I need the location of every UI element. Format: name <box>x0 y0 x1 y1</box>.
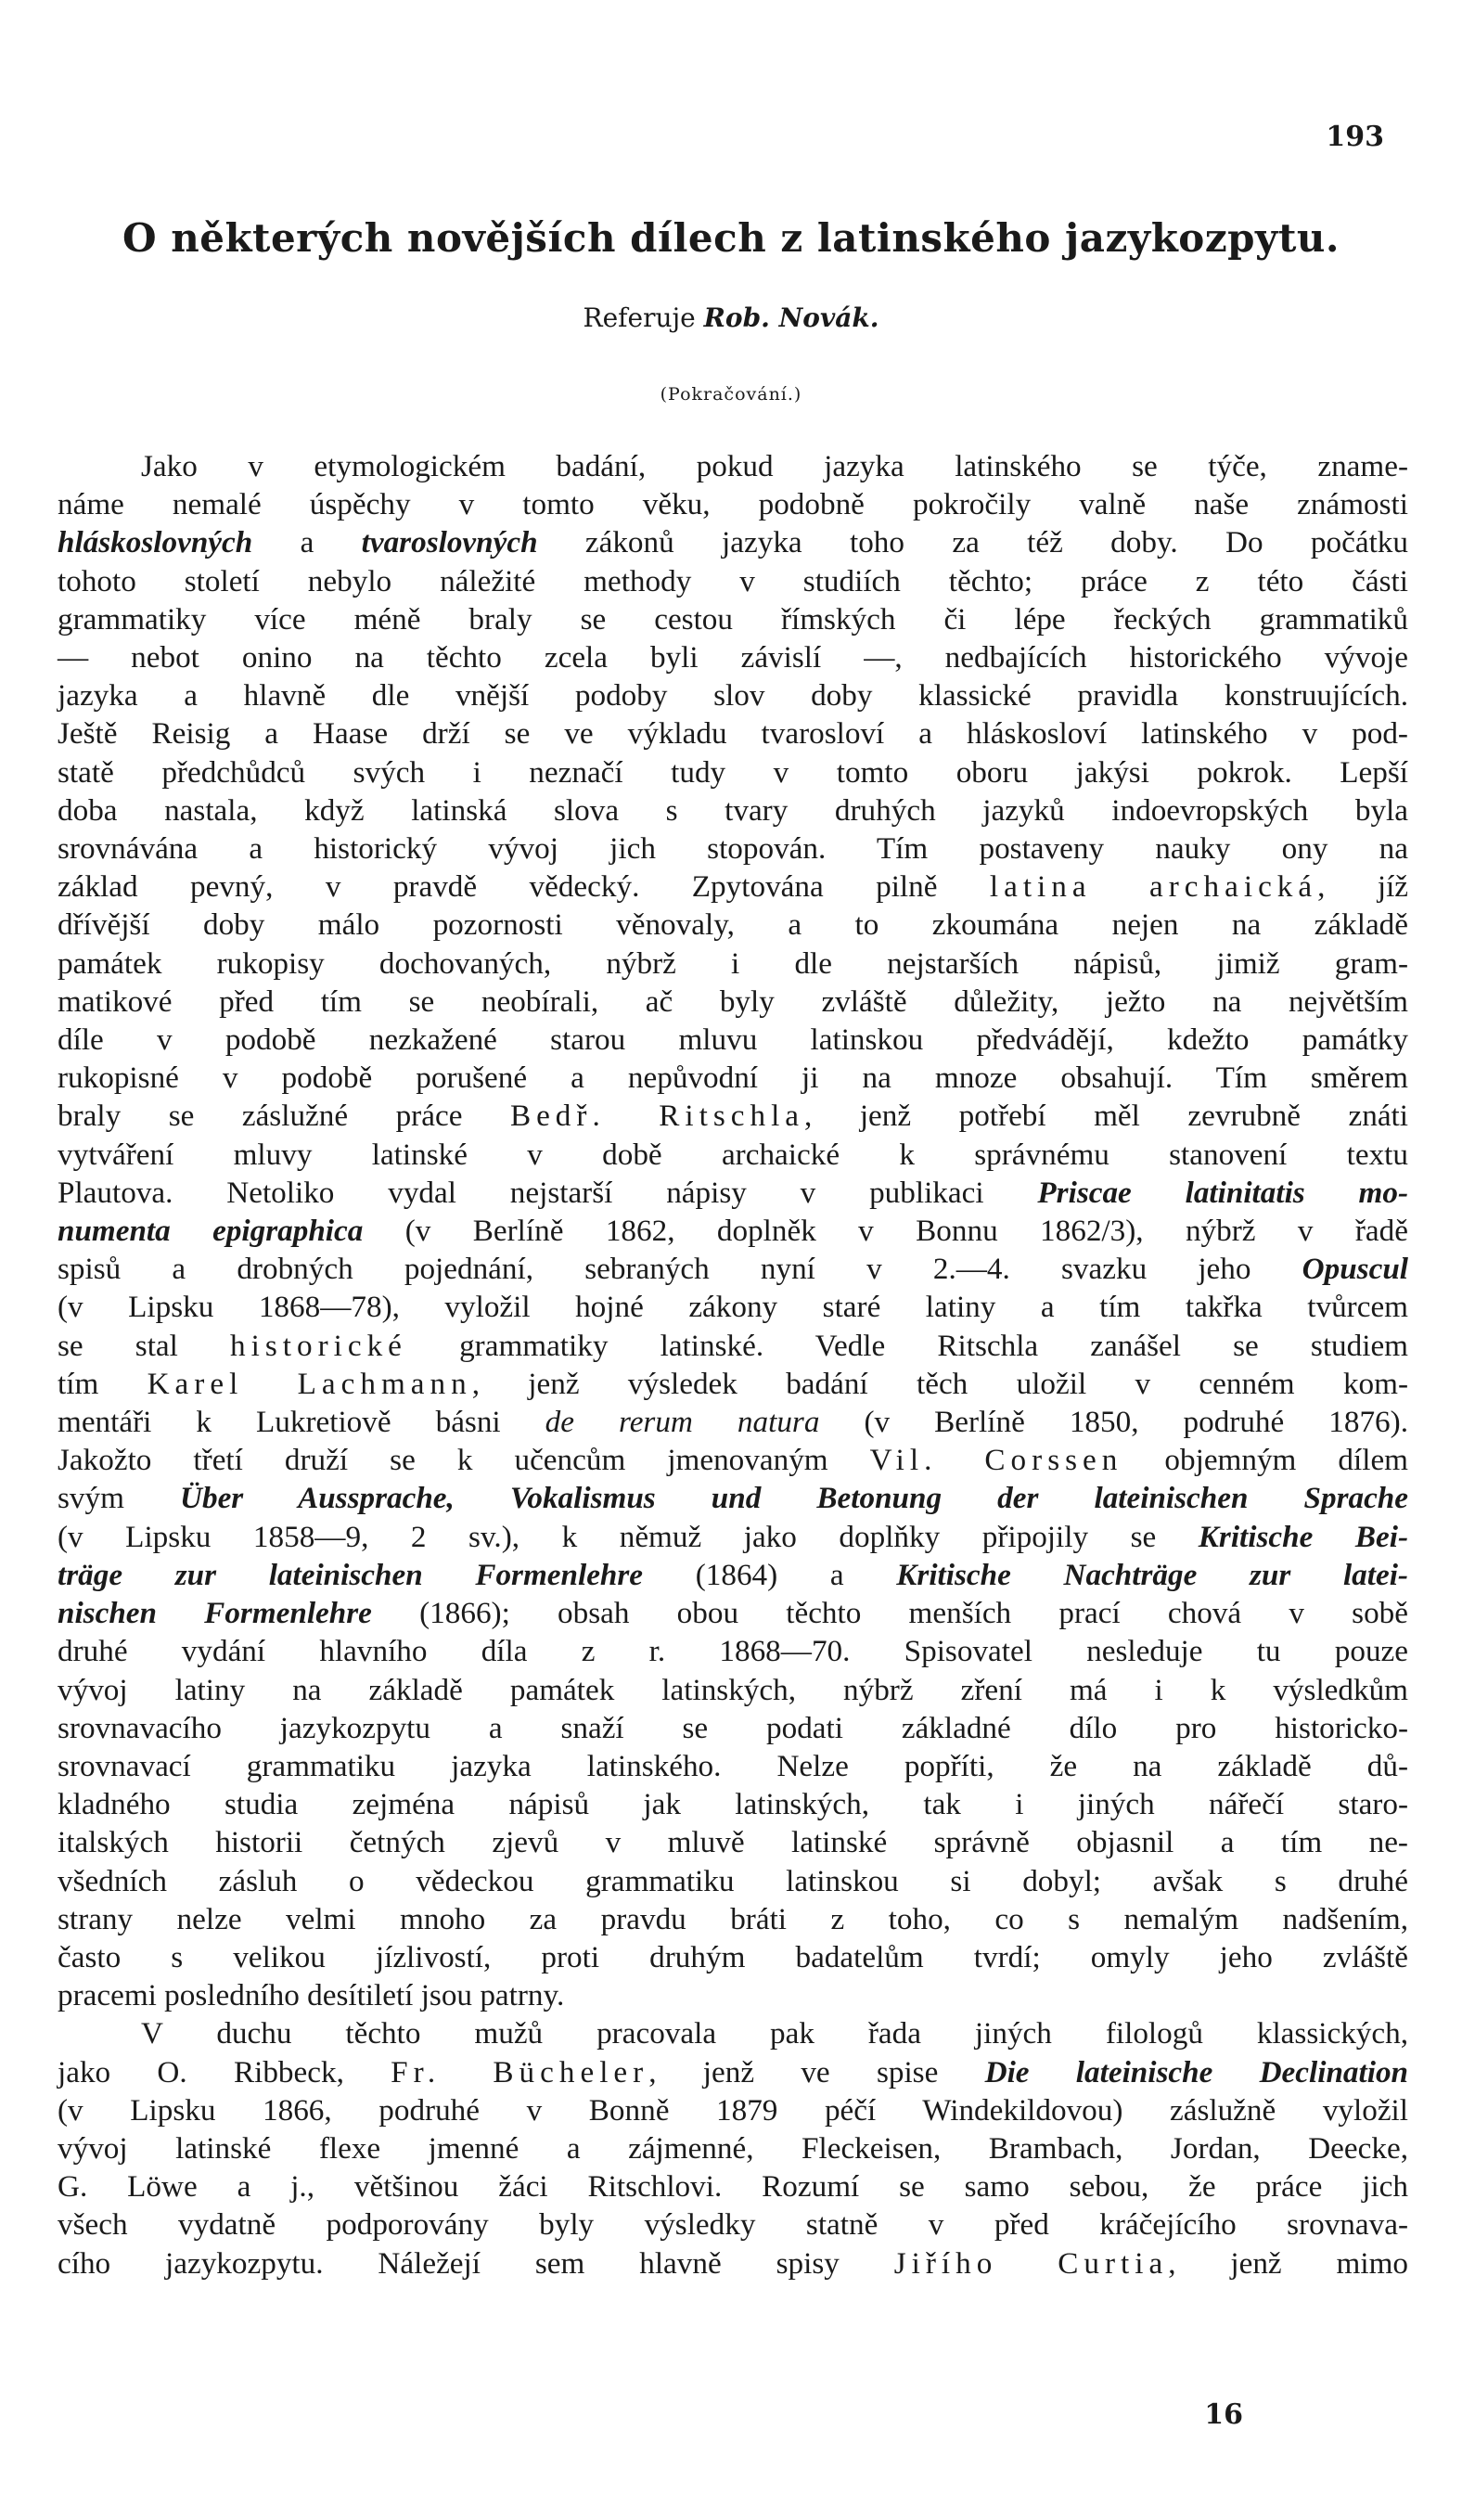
text-run: mentáři k Lukretiově básni <box>58 1405 545 1440</box>
emphasis-run: Opuscul <box>1302 1252 1408 1287</box>
emphasis-run: träge zur lateinischen Formenlehre <box>58 1557 644 1592</box>
text-run: G. Löwe a j., většinou žáci Ritschlovi. Rozumí se samo sebou, že práce jich <box>58 2169 1408 2205</box>
text-run: Plautova. Netoliko vydal nejstarší nápisy v publikaci <box>58 1175 1038 1210</box>
text-run: (v Lipsku 1858—9, 2 sv.), k němuž jako doplňky připojily se <box>58 1519 1199 1554</box>
emphasis-run: Jiřího Curtia <box>893 2245 1169 2281</box>
text-run: dřívější doby málo pozornosti věnovaly, a to zkoumána nejen na základě <box>58 907 1408 943</box>
text-line <box>58 1212 1408 1250</box>
text-line <box>58 906 1408 944</box>
text-line <box>58 1441 1408 1479</box>
text-run: braly se záslužné práce <box>58 1099 510 1134</box>
text-run: , jíž <box>1317 869 1409 905</box>
text-run: Jakožto třetí druží se k učencům jmenovaným <box>58 1443 870 1478</box>
text-line <box>58 600 1408 638</box>
text-run: všech vydatně podporovány byly výsledky statně v před kráčejícího srovnava- <box>58 2207 1408 2243</box>
text-run: tím <box>58 1366 147 1401</box>
text-line <box>58 1556 1408 1594</box>
text-line <box>58 1785 1408 1823</box>
byline-author: Rob. Novák. <box>703 302 879 333</box>
text-line <box>58 1709 1408 1747</box>
text-line <box>58 1097 1408 1135</box>
text-line <box>58 2205 1408 2244</box>
text-line <box>58 1938 1408 1976</box>
text-run: druhé vydání hlavního díla z r. 1868—70. Spisovatel nesleduje tu pouze <box>58 1634 1408 1669</box>
text-line <box>58 2014 1408 2052</box>
text-run: Jako v etymologickém badání, pokud jazyka latinského se týče, zname- <box>141 449 1408 483</box>
text-run: pracemi posledního desítiletí jsou patrny. <box>58 1978 565 2013</box>
text-run: cího jazykozpytu. Náležejí sem hlavně spisy <box>58 2245 894 2281</box>
text-line <box>58 1823 1408 1861</box>
text-line <box>58 791 1408 829</box>
text-run: (v Berlíně 1862, doplněk v Bonnu 1862/3), nýbrž v řadě <box>363 1214 1408 1249</box>
text-line <box>58 1021 1408 1059</box>
text-line <box>58 562 1408 600</box>
text-run: kladného studia zejména nápisů jak latinských, tak i jiných nářečí staro- <box>58 1787 1408 1822</box>
text-line <box>58 829 1408 868</box>
text-run: jako O. Ribbeck, <box>58 2054 391 2089</box>
text-line <box>58 1976 1408 2014</box>
text-run: (v Lipsku 1866, podruhé v Bonně 1879 péčí Windekildovou) záslužně vyložil <box>58 2092 1408 2128</box>
text-line <box>58 1594 1408 1632</box>
text-run: svým <box>58 1481 181 1516</box>
text-run: , jenž výsledek badání těch uložil v cenném kom- <box>471 1366 1408 1401</box>
emphasis-run: historické <box>230 1328 407 1363</box>
emphasis-run: Fr. Bücheler <box>391 2054 649 2089</box>
emphasis-run: Die lateinische Declination <box>984 2054 1408 2089</box>
emphasis-run: Kritische Nachträge zur latei- <box>896 1557 1408 1592</box>
text-run: objemným dílem <box>1122 1443 1408 1478</box>
text-run: srovnavací grammatiku jazyka latinského. Nelze popříti, že na základě dů- <box>58 1748 1408 1783</box>
emphasis-run: tvaroslovných <box>361 525 538 560</box>
emphasis-run: Bedř. Ritschla <box>509 1099 805 1134</box>
text-line <box>58 1059 1408 1097</box>
body-text <box>58 447 1408 2282</box>
emphasis-run: Karel Lachmann <box>147 1366 472 1401</box>
text-run: italských historii četných zjevů v mluvě latinské správně objasnil a tím ne- <box>58 1825 1408 1860</box>
text-run: srovnávána a historický vývoj jich stopován. Tím postaveny nauky ony na <box>58 831 1408 867</box>
text-line <box>58 1250 1408 1288</box>
emphasis-run: Priscae latinitatis mo- <box>1037 1175 1408 1210</box>
text-line <box>58 753 1408 791</box>
emphasis-run: Über Aussprache, Vokalismus und Betonung der lateinischen Sprache <box>180 1481 1408 1516</box>
text-line <box>58 1403 1408 1441</box>
text-line <box>58 1479 1408 1517</box>
text-line <box>58 638 1408 676</box>
text-run: Ještě Reisig a Haase drží se ve výkladu tvarosloví a hláskosloví latinského v pod- <box>58 716 1408 752</box>
emphasis-run: numenta epigraphica <box>58 1214 364 1249</box>
text-line <box>58 714 1408 752</box>
text-run: tohoto století nebylo náležité methody v studiích těchto; práce z této části <box>58 563 1408 598</box>
text-line <box>58 1288 1408 1326</box>
article-title: O některých novějších dílech z latinského jazykozpytu. <box>122 215 1340 261</box>
text-run: rukopisné v podobě porušené a nepůvodní ji na mnoze obsahují. Tím směrem <box>58 1061 1408 1096</box>
text-line <box>58 1900 1408 1938</box>
text-line <box>58 1671 1408 1709</box>
text-run: doba nastala, když latinská slova s tvary druhých jazyků indoevropských byla <box>58 792 1408 828</box>
text-run: zákonů jazyka toho za též doby. Do počátku <box>537 525 1408 560</box>
text-run: spisů a drobných pojednání, sebraných nyní v 2.—4. svazku jeho <box>58 1252 1302 1287</box>
text-run: , jenž mimo <box>1168 2245 1408 2281</box>
text-run: (v Berlíně 1850, podruhé 1876). <box>819 1405 1408 1440</box>
text-line <box>58 868 1408 906</box>
text-line <box>58 2053 1408 2091</box>
text-run: — nebot onino na těchto zcela byli závislí —, nedbajících historického vývoje <box>58 640 1408 675</box>
text-line <box>58 1862 1408 1900</box>
text-run: jazyka a hlavně dle vnější podoby slov doby klassické pravidla konstruujících. <box>58 678 1408 714</box>
text-run: se stal <box>58 1328 231 1363</box>
text-line <box>58 447 1408 485</box>
emphasis-run: hláskoslovných <box>58 525 253 560</box>
text-run: často s velikou jízlivostí, proti druhým badatelům tvrdí; omyly jeho zvláště <box>58 1939 1408 1974</box>
text-line <box>58 485 1408 523</box>
emphasis-run: Kritische Bei- <box>1198 1519 1409 1554</box>
text-line <box>58 1327 1408 1365</box>
text-run: , jenž ve spise <box>648 2054 985 2089</box>
text-line <box>58 676 1408 714</box>
text-run: strany nelze velmi mnoho za pravdu bráti z toho, co s nemalým nadšením, <box>58 1901 1408 1936</box>
text-line <box>58 1136 1408 1174</box>
text-run: všedních zásluh o vědeckou grammatiku latinskou si dobyl; avšak s druhé <box>58 1863 1408 1898</box>
text-line <box>58 983 1408 1021</box>
text-run: (v Lipsku 1868—78), vyložil hojné zákony staré latiny a tím takřka tvůrcem <box>58 1290 1408 1325</box>
text-run: grammatiky více méně braly se cestou římských či lépe řeckých grammatiků <box>58 601 1408 636</box>
text-run: V duchu těchto mužů pracovala pak řada jiných filologů klassických, <box>141 2016 1408 2051</box>
text-line <box>58 2091 1408 2129</box>
text-line <box>58 945 1408 983</box>
emphasis-run: Vil. Corssen <box>869 1443 1123 1478</box>
byline-prefix: Referuje <box>583 302 696 333</box>
text-line <box>58 523 1408 561</box>
emphasis-run: nischen Formenlehre <box>58 1596 372 1631</box>
continued-note: (Pokračování.) <box>660 384 802 405</box>
text-line <box>58 1747 1408 1785</box>
text-run: (1866); obsah obou těchto menších prací chová v sobě <box>371 1596 1408 1631</box>
text-run: (1864) a <box>643 1557 897 1592</box>
text-run: matikové před tím se neobírali, ač byly zvláště důležity, ježto na největším <box>58 984 1408 1019</box>
text-run: a <box>252 525 362 560</box>
text-line <box>58 1365 1408 1403</box>
text-run: statě předchůdců svých i neznačí tudy v tomto oboru jakýsi pokrok. Lepší <box>58 754 1408 790</box>
text-run: srovnavacího jazykozpytu a snaží se podati základné dílo pro historicko- <box>58 1710 1408 1745</box>
text-run: vývoj latiny na základě památek latinských, nýbrž zření má i k výsledkům <box>58 1672 1408 1707</box>
text-run: vývoj latinské flexe jmenné a zájmenné, Fleckeisen, Brambach, Jordan, Deecke, <box>58 2130 1408 2166</box>
text-line <box>58 1632 1408 1670</box>
text-run: díle v podobě nezkažené starou mluvu latinskou předvádějí, kdežto památky <box>58 1022 1408 1058</box>
text-run: vytváření mluvy latinské v době archaické k správnému stanovení textu <box>58 1137 1408 1172</box>
text-line <box>58 2167 1408 2205</box>
text-line <box>58 1518 1408 1556</box>
emphasis-run: de rerum natura <box>545 1405 820 1440</box>
signature-mark: 16 <box>1204 2398 1243 2431</box>
text-line <box>58 2244 1408 2282</box>
text-run: grammatiky latinské. Vedle Ritschla zanášel se studiem <box>406 1328 1409 1363</box>
text-run: památek rukopisy dochovaných, nýbrž i dle nejstarších nápisů, jimiž gram- <box>58 945 1408 981</box>
text-run: , jenž potřebí měl zevrubně znáti <box>804 1099 1409 1134</box>
text-line <box>58 2129 1408 2167</box>
text-line <box>58 1174 1408 1212</box>
emphasis-run: latina archaická <box>989 869 1318 905</box>
text-run: základ pevný, v pravdě vědecký. Zpytována pilně <box>58 869 990 905</box>
text-run: náme nemalé úspěchy v tomto věku, podobně pokročily valně naše známosti <box>58 487 1408 522</box>
byline <box>0 302 1462 333</box>
page-number: 193 <box>1326 121 1384 153</box>
